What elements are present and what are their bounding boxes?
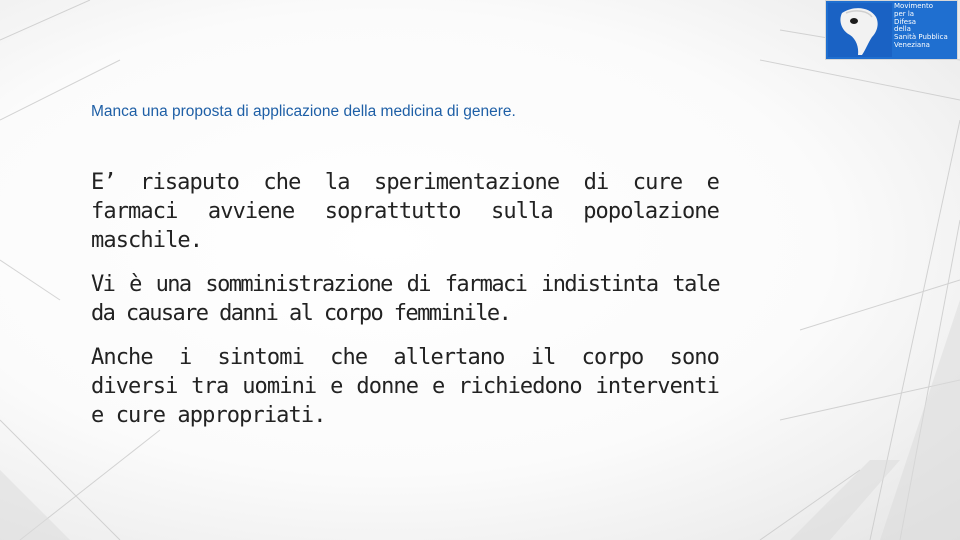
logo-text bbox=[894, 3, 958, 50]
logo-line: Veneziana bbox=[894, 40, 930, 49]
logo-line: Sanità Pubblica bbox=[894, 33, 948, 42]
paragraph-drug-administration: Vi è una somministrazione di farmaci indistinta tale da causare danni al corpo femminile. bbox=[91, 272, 719, 326]
logo-line: della bbox=[894, 25, 911, 34]
slide-heading: Manca una proposta di applicazione della medicina di genere. bbox=[91, 103, 516, 120]
logo-line: Movimento bbox=[894, 2, 933, 10]
logo-line: Difesa bbox=[894, 17, 917, 26]
paragraph-symptoms: Anche i sintomi che allertano il corpo sono diversi tra uomini e donne e richiedono interventi e cure appropriati. bbox=[91, 345, 719, 428]
paragraph-clinical-trials: E’ risaputo che la sperimentazione di cure e farmaci avviene soprattutto sulla popolazione maschile. bbox=[91, 170, 719, 253]
venetian-mask-icon bbox=[828, 3, 892, 57]
logo-line: per la bbox=[894, 9, 915, 18]
logo bbox=[825, 0, 958, 60]
body-text bbox=[91, 168, 719, 445]
